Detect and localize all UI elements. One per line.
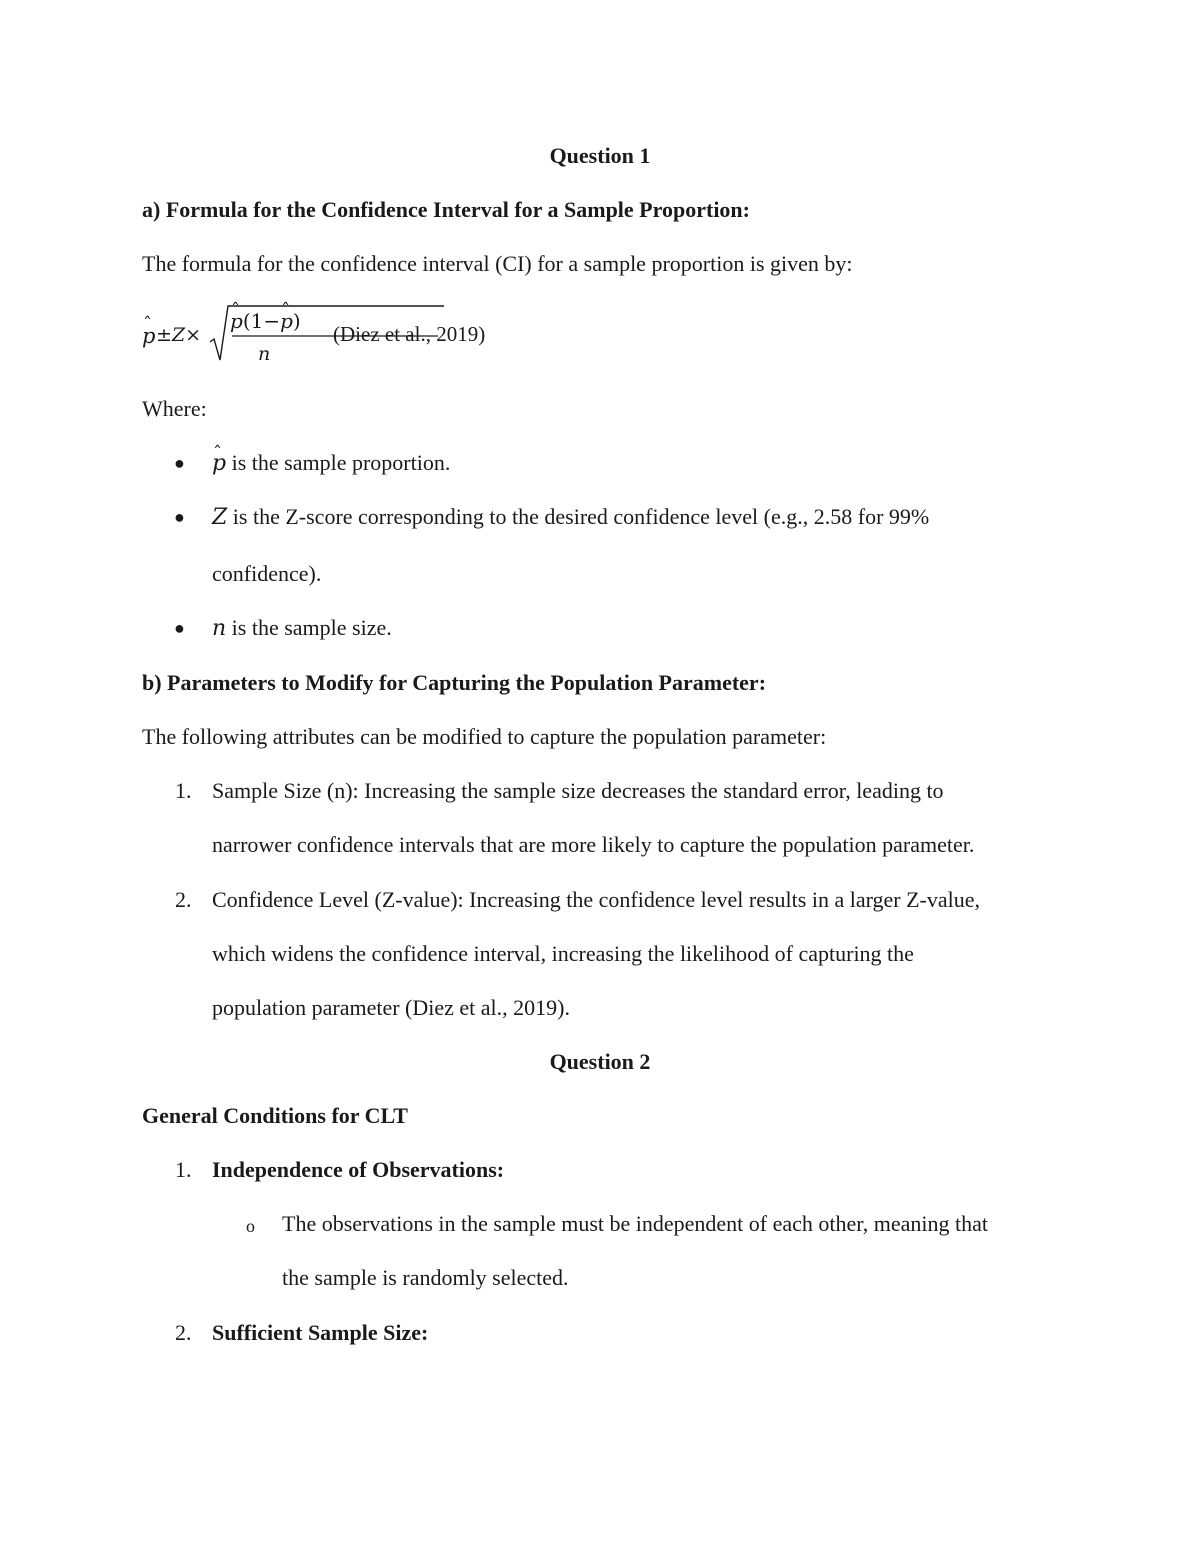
- where-item-z: [212, 503, 929, 532]
- numerator-open: (1−: [242, 309, 281, 333]
- where-item-p-text: is the sample proportion.: [226, 450, 451, 475]
- question-1-heading: Question 1: [549, 143, 651, 168]
- list-number-2: 2.: [175, 887, 192, 912]
- part-b-item-1-line-1: Sample Size (n): Increasing the sample size decreases the standard error, leading to: [212, 778, 944, 803]
- independence-line-2: the sample is randomly selected.: [282, 1265, 569, 1290]
- part-b-item-2-line-1: Confidence Level (Z-value): Increasing the confidence level results in a larger Z-value,: [212, 887, 981, 912]
- numerator-p-hat: ˆ p: [230, 309, 243, 333]
- p-hat-symbol: ˆ p: [142, 324, 155, 348]
- z-symbol-inline: Z: [212, 505, 228, 530]
- part-b-intro: The following attributes can be modified to capture the population parameter:: [142, 724, 827, 749]
- where-item-p: [212, 449, 450, 478]
- part-a-heading: a) Formula for the Confidence Interval for a Sample Proportion:: [142, 197, 750, 222]
- q2-list-number-2: 2.: [175, 1320, 192, 1345]
- where-item-n-text: is the sample size.: [226, 615, 392, 640]
- q2-list-number-1: 1.: [175, 1157, 192, 1182]
- where-item-z-text: is the Z-score corresponding to the desired confidence level (e.g., 2.58 for 99%: [227, 504, 930, 529]
- part-b-item-1-line-2: narrower confidence intervals that are more likely to capture the population parameter.: [212, 832, 975, 857]
- bullet-1: ●: [174, 453, 185, 473]
- numerator-p-hat-2: ˆ p: [280, 309, 293, 333]
- n-symbol-inline: n: [212, 616, 227, 641]
- part-b-heading: b) Parameters to Modify for Capturing the Population Parameter:: [142, 670, 767, 695]
- part-b-item-2-line-3: population parameter (Diez et al., 2019).: [212, 995, 570, 1020]
- where-item-n: [212, 614, 392, 643]
- formula-numerator: [230, 309, 301, 334]
- ci-formula: [142, 300, 522, 370]
- part-b-item-2-line-2: which widens the confidence interval, increasing the likelihood of capturing the: [212, 941, 914, 966]
- formula-denominator: n: [258, 343, 271, 365]
- p-hat-symbol-inline: ˆ p: [212, 450, 226, 478]
- formula-intro: The formula for the confidence interval (CI) for a sample proportion is given by:: [142, 251, 853, 276]
- formula-citation: (Diez et al., 2019): [333, 322, 486, 346]
- where-label: Where:: [142, 396, 207, 421]
- pm-z-times: ±Z×: [156, 324, 202, 346]
- list-number-1: 1.: [175, 778, 192, 803]
- independence-line-1: The observations in the sample must be independent of each other, meaning that: [282, 1211, 988, 1236]
- clt-conditions-heading: General Conditions for CLT: [142, 1103, 408, 1128]
- question-2-heading: Question 2: [549, 1049, 651, 1074]
- bullet-2: ●: [174, 507, 185, 527]
- independence-title: Independence of Observations:: [212, 1157, 505, 1182]
- where-item-z-continuation: confidence).: [212, 561, 322, 586]
- bullet-3: ●: [174, 618, 185, 638]
- numerator-close: ): [292, 309, 301, 333]
- sub-bullet-o: o: [246, 1216, 255, 1236]
- sample-size-title: Sufficient Sample Size:: [212, 1320, 429, 1345]
